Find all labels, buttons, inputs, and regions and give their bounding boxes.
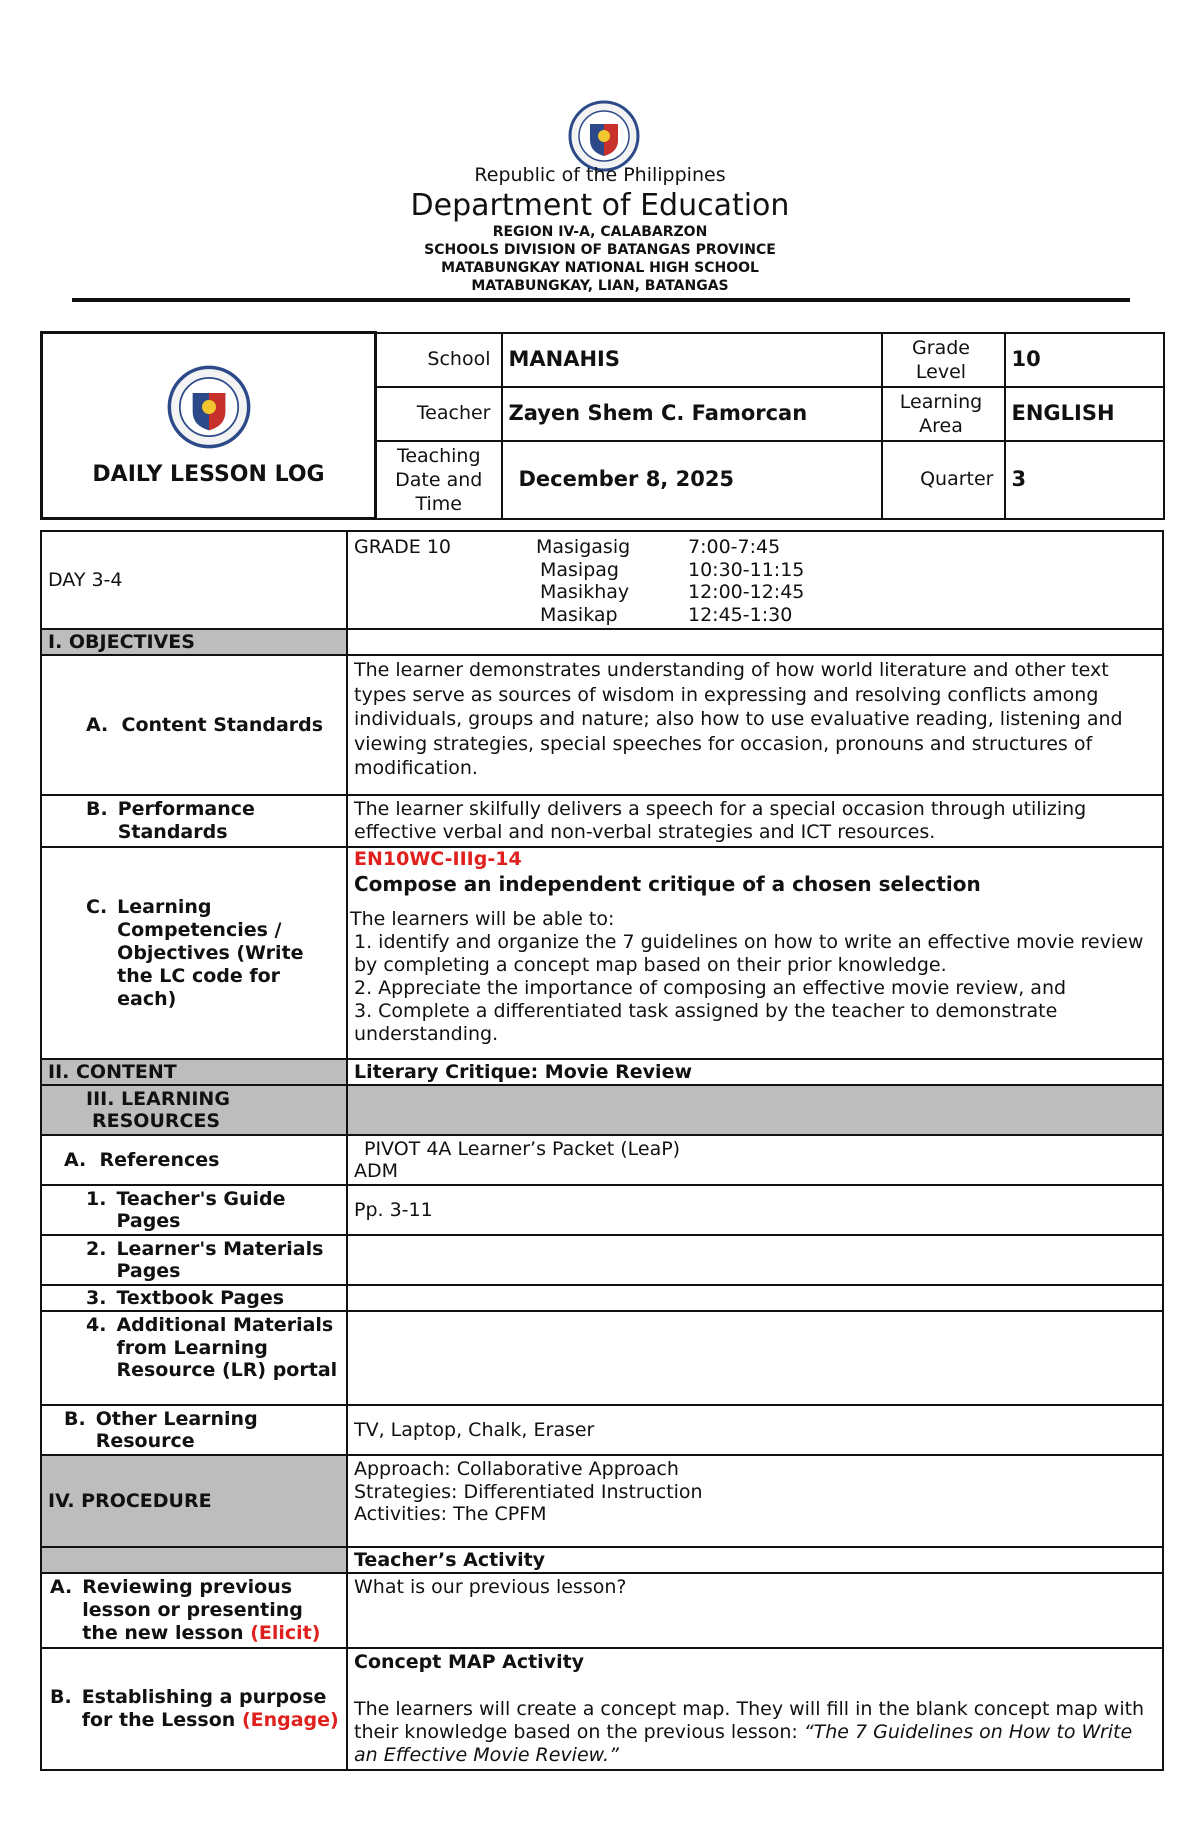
procedure-approach: Approach: Collaborative Approach [354, 1458, 679, 1480]
teacher-activity-heading: Teacher’s Activity [347, 1547, 1163, 1573]
deped-seal-small-logo [167, 365, 251, 449]
lm-label [41, 1235, 347, 1285]
add-num: 4. [86, 1314, 107, 1336]
content-standards-label-text: Content Standards [121, 713, 324, 736]
schedule-section-time: 12:45-1:30 [688, 603, 793, 626]
schedule-section-time: 7:00-7:45 [688, 536, 781, 558]
schedule-section-name: Masikhay [540, 581, 630, 603]
school-value: MANAHIS [502, 333, 882, 387]
performance-label-text: Performance Standards [117, 798, 255, 843]
procedure-info [347, 1455, 1163, 1547]
lm-value [347, 1235, 1163, 1285]
schedule-row [536, 559, 804, 582]
tb-label-text: Textbook Pages [116, 1287, 285, 1309]
republic-text: Republic of the Philippines [474, 164, 726, 186]
add-value [347, 1311, 1163, 1405]
procedure-a-label [41, 1573, 347, 1648]
procedure-a-label-text: Reviewing previous lesson or presenting the new lesson [82, 1576, 303, 1644]
other-label [41, 1405, 347, 1455]
datetime-value: December 8, 2025 [502, 441, 882, 519]
lc-item: 1. identify and organize the 7 guidelines on how to write an effective movie review by completing a concept map based on their prior knowledge. [354, 931, 1144, 976]
schedule-row [536, 536, 804, 559]
lc-letter: C. [86, 895, 108, 918]
references-label-text: References [99, 1148, 220, 1171]
lc-intro: The learners will be able to: [350, 908, 615, 930]
objectives-heading-blank [347, 629, 1163, 655]
content-standards-letter: A. [86, 713, 109, 736]
references-label [41, 1135, 347, 1185]
schedule-section-time: 12:00-12:45 [688, 581, 805, 603]
tb-value [347, 1285, 1163, 1311]
content-value: Literary Critique: Movie Review [347, 1059, 1163, 1085]
lc-title: Compose an independent critique of a chosen selection [354, 872, 981, 896]
references-letter: A. [64, 1148, 87, 1171]
lm-label-text: Learner's Materials Pages [116, 1238, 324, 1282]
tb-num: 3. [86, 1287, 107, 1309]
add-label [41, 1311, 347, 1405]
procedure-b-label-text: Establishing a purpose for the Lesson [81, 1686, 327, 1731]
procedure-b-title: Concept MAP Activity [354, 1651, 585, 1673]
teacher-activity-blank [41, 1547, 347, 1573]
references-value-1: PIVOT 4A Learner’s Packet (LeaP) [364, 1138, 681, 1160]
quarter-label: Quarter [882, 441, 1005, 519]
lesson-table [40, 530, 1164, 1771]
other-label-text: Other Learning Resource [95, 1408, 258, 1452]
day-cell: DAY 3-4 [41, 531, 347, 629]
area-value: ENGLISH [1005, 387, 1164, 441]
schedule-section-name: Masikap [540, 603, 618, 626]
school-name-text: MATABUNGKAY NATIONAL HIGH SCHOOL [441, 260, 759, 276]
content-standards-text: The learner demonstrates understanding of how world literature and other text types serve as sources of wisdom in expressing and resolving conflicts among individuals, groups and nature; also how to use evaluative reading, listening and viewing strategies, special speeches for occasion, pronouns and structures of modification. [347, 655, 1163, 795]
teacher-value: Zayen Shem C. Famorcan [502, 387, 882, 441]
lc-label [41, 847, 347, 1059]
procedure-strategies: Strategies: Differentiated Instruction [354, 1480, 703, 1503]
procedure-b-body [354, 1698, 1156, 1767]
performance-letter: B. [86, 798, 108, 820]
tg-value: Pp. 3-11 [347, 1185, 1163, 1235]
procedure-b-cell [347, 1648, 1163, 1770]
schedule-section-name: Masipag [540, 558, 619, 581]
resources-heading-text: III. LEARNING RESOURCES [86, 1088, 230, 1132]
procedure-b-letter: B. [50, 1686, 72, 1708]
procedure-heading: IV. PROCEDURE [41, 1455, 347, 1547]
deped-seal-logo [568, 100, 640, 172]
dll-title-cell [42, 333, 376, 519]
schedule-section-name: Masigasig [536, 536, 631, 558]
schedule-grade: GRADE 10 [354, 536, 452, 558]
address-text: MATABUNGKAY, LIAN, BATANGAS [471, 278, 729, 294]
schedule-section-time: 10:30-11:15 [688, 558, 805, 581]
schedule-row [536, 604, 804, 627]
resources-heading-blank [347, 1085, 1163, 1135]
lm-num: 2. [86, 1238, 107, 1260]
tg-label-text: Teacher's Guide Pages [116, 1188, 286, 1232]
performance-standards-label [41, 795, 347, 847]
procedure-a-letter: A. [50, 1576, 73, 1598]
info-table [40, 331, 1165, 520]
references-value-2: ADM [354, 1160, 399, 1182]
content-standards-label [41, 655, 347, 795]
datetime-label: Teaching Date and Time [376, 441, 502, 519]
division-text: SCHOOLS DIVISION OF BATANGAS PROVINCE [424, 242, 776, 258]
lc-cell [347, 847, 1163, 1059]
content-heading: II. CONTENT [41, 1059, 347, 1085]
header-divider [72, 298, 1130, 302]
grade-label: Grade Level [882, 333, 1005, 387]
lc-label-text: Learning Competencies / Objectives (Write the LC code for each) [117, 895, 304, 1010]
procedure-a-text: What is our previous lesson? [347, 1573, 1163, 1648]
school-label: School [376, 333, 502, 387]
procedure-activities: Activities: The CPFM [354, 1503, 547, 1525]
other-value: TV, Laptop, Chalk, Eraser [347, 1405, 1163, 1455]
performance-standards-text: The learner skilfully delivers a speech for a special occasion through utilizing effective verbal and non-verbal strategies and ICT resources. [347, 795, 1163, 847]
department-title: Department of Education [410, 188, 790, 223]
procedure-b-text: The learners will create a concept map. They will fill in the blank concept map with their knowledge based on the previous lesson: [354, 1698, 1145, 1743]
teacher-label: Teacher [376, 387, 502, 441]
procedure-b-quote: “The 7 Guidelines on How to Write an Effective Movie Review.” [354, 1721, 1133, 1766]
tb-label [41, 1285, 347, 1311]
schedule-cell [347, 531, 1163, 629]
tg-label [41, 1185, 347, 1235]
lc-items [354, 931, 1156, 1046]
area-label: Learning Area [882, 387, 1005, 441]
lc-item: 2. Appreciate the importance of composing an effective movie review, and [354, 977, 1067, 999]
procedure-a-tag: (Elicit) [250, 1622, 321, 1644]
region-text: REGION IV-A, CALABARZON [492, 224, 708, 240]
schedule-list [536, 536, 804, 626]
resources-heading [41, 1085, 347, 1135]
schedule-row [536, 581, 804, 604]
grade-value: 10 [1005, 333, 1164, 387]
quarter-value: 3 [1005, 441, 1164, 519]
other-letter: B. [64, 1408, 86, 1430]
references-value [347, 1135, 1163, 1185]
dll-title: DAILY LESSON LOG [92, 462, 325, 487]
procedure-b-label [41, 1648, 347, 1770]
add-label-text: Additional Materials from Learning Resource (LR) portal [116, 1314, 338, 1381]
tg-num: 1. [86, 1188, 107, 1210]
lc-item: 3. Complete a differentiated task assigned by the teacher to demonstrate understanding. [354, 1000, 1058, 1045]
lc-code: EN10WC-IIIg-14 [354, 848, 522, 870]
procedure-b-tag: (Engage) [241, 1709, 339, 1731]
objectives-heading: I. OBJECTIVES [41, 629, 347, 655]
